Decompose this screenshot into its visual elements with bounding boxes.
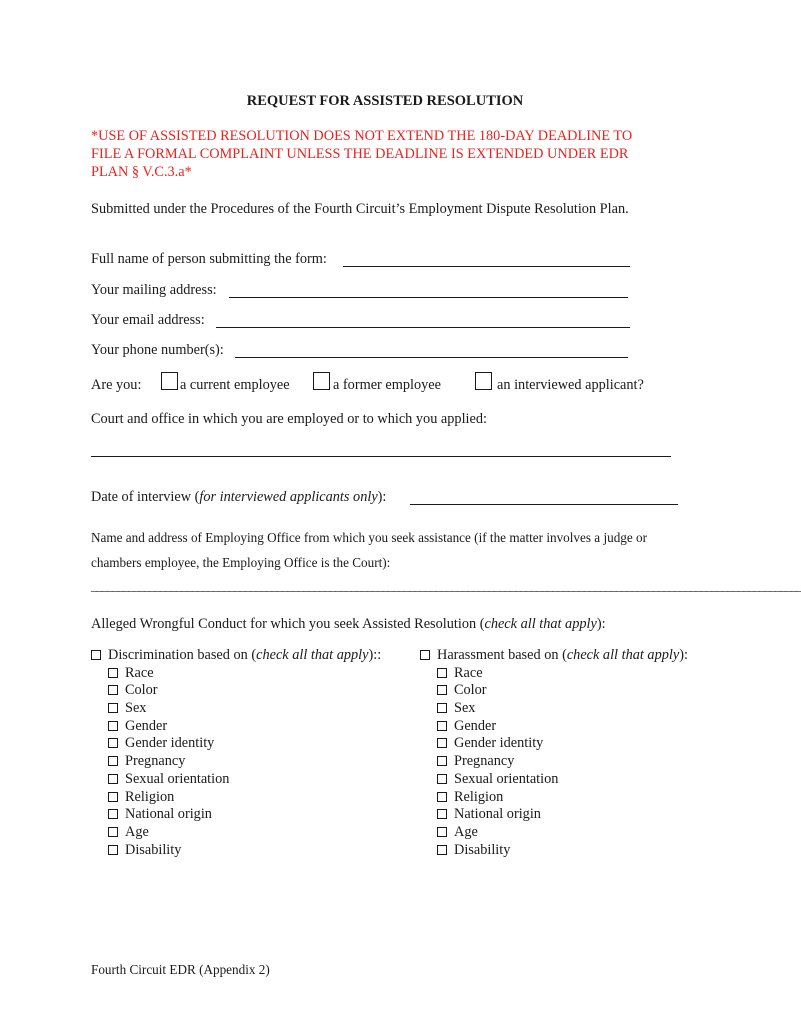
checkbox[interactable] (437, 738, 447, 748)
mailing-address-field[interactable] (229, 297, 628, 298)
checkbox[interactable] (108, 738, 118, 748)
discrimination-item[interactable]: Pregnancy (91, 753, 381, 771)
full-name-field[interactable] (343, 266, 630, 267)
discrimination-item[interactable]: Gender identity (91, 735, 381, 753)
employing-office-label-2: chambers employee, the Employing Office is the Court): (91, 555, 391, 570)
checkbox[interactable] (437, 792, 447, 802)
checkbox[interactable] (437, 668, 447, 678)
alleged-conduct-label: Alleged Wrongful Conduct for which you seek Assisted Resolution (check all that apply): (91, 616, 606, 632)
checkbox[interactable] (108, 827, 118, 837)
interviewed-applicant-checkbox[interactable] (475, 372, 492, 390)
discrimination-item[interactable]: Age (91, 824, 381, 842)
harassment-item[interactable]: Pregnancy (420, 753, 688, 771)
discrimination-item[interactable]: Religion (91, 789, 381, 807)
discrimination-item[interactable]: Color (91, 682, 381, 700)
harassment-item[interactable]: Disability (420, 842, 688, 860)
are-you-label: Are you: (91, 377, 142, 393)
harassment-item[interactable]: National origin (420, 806, 688, 824)
checkbox[interactable] (437, 774, 447, 784)
harassment-item[interactable]: Sex (420, 700, 688, 718)
harassment-item[interactable]: Race (420, 665, 688, 683)
discrimination-item[interactable]: National origin (91, 806, 381, 824)
interview-date-label: Date of interview (for interviewed applicants only): (91, 489, 387, 505)
interview-date-field[interactable] (410, 504, 678, 505)
checkbox[interactable] (437, 845, 447, 855)
page-title: REQUEST FOR ASSISTED RESOLUTION (246, 93, 524, 109)
court-office-label: Court and office in which you are employed or to which you applied: (91, 411, 487, 427)
harassment-item[interactable]: Gender (420, 718, 688, 736)
warning-line-1: *USE OF ASSISTED RESOLUTION DOES NOT EXTEND THE 180-DAY DEADLINE TO (91, 128, 633, 144)
checkbox[interactable] (437, 809, 447, 819)
discrimination-item[interactable]: Disability (91, 842, 381, 860)
warning-line-3: PLAN § V.C.3.a* (91, 164, 192, 180)
phone-label: Your phone number(s): (91, 342, 224, 358)
employing-office-field[interactable]: ______________________________________________________________________________________________________________________________________ (91, 578, 801, 593)
email-field[interactable] (216, 327, 630, 328)
page-footer: Fourth Circuit EDR (Appendix 2) (91, 962, 270, 977)
checkbox[interactable] (108, 809, 118, 819)
checkbox[interactable] (437, 827, 447, 837)
checkbox[interactable] (108, 685, 118, 695)
checkbox[interactable] (108, 845, 118, 855)
checkbox[interactable] (437, 703, 447, 713)
harassment-item[interactable]: Sexual orientation (420, 771, 688, 789)
checkbox[interactable] (108, 668, 118, 678)
checkbox[interactable] (437, 685, 447, 695)
employing-office-label-1: Name and address of Employing Office from which you seek assistance (if the matter involves a judge or (91, 530, 648, 545)
discrimination-checkbox[interactable] (91, 650, 101, 660)
checkbox[interactable] (108, 774, 118, 784)
discrimination-item[interactable]: Sex (91, 700, 381, 718)
discrimination-item[interactable]: Sexual orientation (91, 771, 381, 789)
checkbox[interactable] (108, 792, 118, 802)
harassment-item[interactable]: Color (420, 682, 688, 700)
harassment-item[interactable]: Religion (420, 789, 688, 807)
phone-field[interactable] (235, 357, 628, 358)
discrimination-item[interactable]: Gender (91, 718, 381, 736)
discrimination-column (91, 647, 381, 859)
checkbox[interactable] (108, 703, 118, 713)
email-label: Your email address: (91, 312, 205, 328)
discrimination-header[interactable]: Discrimination based on (check all that apply):: (91, 647, 381, 665)
harassment-item[interactable]: Gender identity (420, 735, 688, 753)
interviewed-applicant-label: an interviewed applicant? (497, 377, 644, 393)
mailing-address-label: Your mailing address: (91, 282, 217, 298)
checkbox[interactable] (108, 756, 118, 766)
former-employee-label: a former employee (333, 377, 441, 393)
harassment-header[interactable]: Harassment based on (check all that apply): (420, 647, 688, 665)
harassment-item[interactable]: Age (420, 824, 688, 842)
checkbox[interactable] (108, 721, 118, 731)
full-name-label: Full name of person submitting the form: (91, 251, 327, 267)
current-employee-checkbox[interactable] (161, 372, 178, 390)
warning-line-2: FILE A FORMAL COMPLAINT UNLESS THE DEADLINE IS EXTENDED UNDER EDR (91, 146, 629, 162)
current-employee-label: a current employee (180, 377, 290, 393)
harassment-column (420, 647, 688, 859)
discrimination-item[interactable]: Race (91, 665, 381, 683)
harassment-checkbox[interactable] (420, 650, 430, 660)
submitted-statement: Submitted under the Procedures of the Fourth Circuit’s Employment Dispute Resolution Plan. (91, 201, 629, 217)
court-office-field[interactable] (91, 456, 671, 457)
checkbox[interactable] (437, 721, 447, 731)
checkbox[interactable] (437, 756, 447, 766)
former-employee-checkbox[interactable] (313, 372, 330, 390)
